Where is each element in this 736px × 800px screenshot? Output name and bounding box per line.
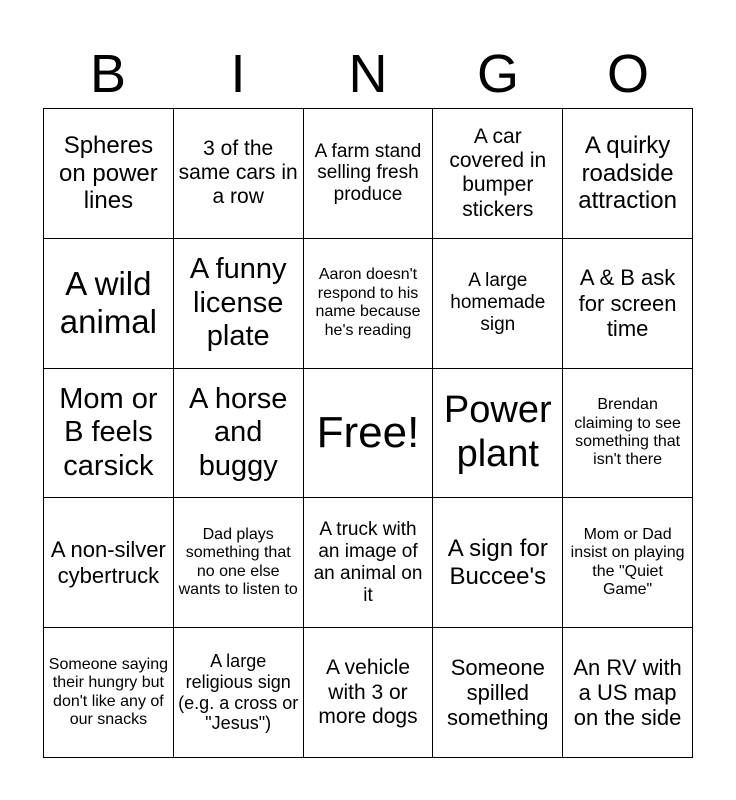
free-space-cell[interactable]: Free! — [304, 369, 434, 499]
bingo-cell[interactable]: Power plant — [433, 369, 563, 499]
bingo-cell[interactable]: A vehicle with 3 or more dogs — [304, 628, 434, 758]
bingo-header — [43, 40, 693, 108]
bingo-cell[interactable]: Spheres on power lines — [44, 109, 174, 239]
bingo-cell[interactable]: Brendan claiming to see something that isn't there — [563, 369, 693, 499]
header-letter-o: O — [606, 44, 649, 104]
bingo-cell[interactable]: A wild animal — [44, 239, 174, 369]
bingo-cell[interactable]: A car covered in bumper stickers — [433, 109, 563, 239]
header-letter-b: B — [89, 44, 127, 104]
bingo-cell[interactable]: A truck with an image of an animal on it — [304, 498, 434, 628]
bingo-cell[interactable]: Someone saying their hungry but don't like any of our snacks — [44, 628, 174, 758]
bingo-cell[interactable]: A quirky roadside attraction — [563, 109, 693, 239]
bingo-cell[interactable]: Dad plays something that no one else wants to listen to — [174, 498, 304, 628]
bingo-cell[interactable]: Mom or B feels carsick — [44, 369, 174, 499]
bingo-cell[interactable]: A sign for Buccee's — [433, 498, 563, 628]
header-letter-n: N — [348, 44, 388, 104]
bingo-cell[interactable]: A large homemade sign — [433, 239, 563, 369]
bingo-cell[interactable]: A farm stand selling fresh produce — [304, 109, 434, 239]
bingo-cell[interactable]: A non-silver cybertruck — [44, 498, 174, 628]
bingo-cell[interactable]: Someone spilled something — [433, 628, 563, 758]
header-letter-g: G — [476, 44, 519, 104]
bingo-board — [43, 108, 693, 758]
bingo-cell[interactable]: 3 of the same cars in a row — [174, 109, 304, 239]
bingo-cell[interactable]: A large religious sign (e.g. a cross or "Jesus") — [174, 628, 304, 758]
bingo-cell[interactable]: Aaron doesn't respond to his name because he's reading — [304, 239, 434, 369]
bingo-cell[interactable]: A horse and buggy — [174, 369, 304, 499]
bingo-cell[interactable]: An RV with a US map on the side — [563, 628, 693, 758]
bingo-cell[interactable]: Mom or Dad insist on playing the "Quiet Game" — [563, 498, 693, 628]
bingo-cell[interactable]: A funny license plate — [174, 239, 304, 369]
bingo-cell[interactable]: A & B ask for screen time — [563, 239, 693, 369]
header-letter-i: I — [230, 44, 246, 104]
